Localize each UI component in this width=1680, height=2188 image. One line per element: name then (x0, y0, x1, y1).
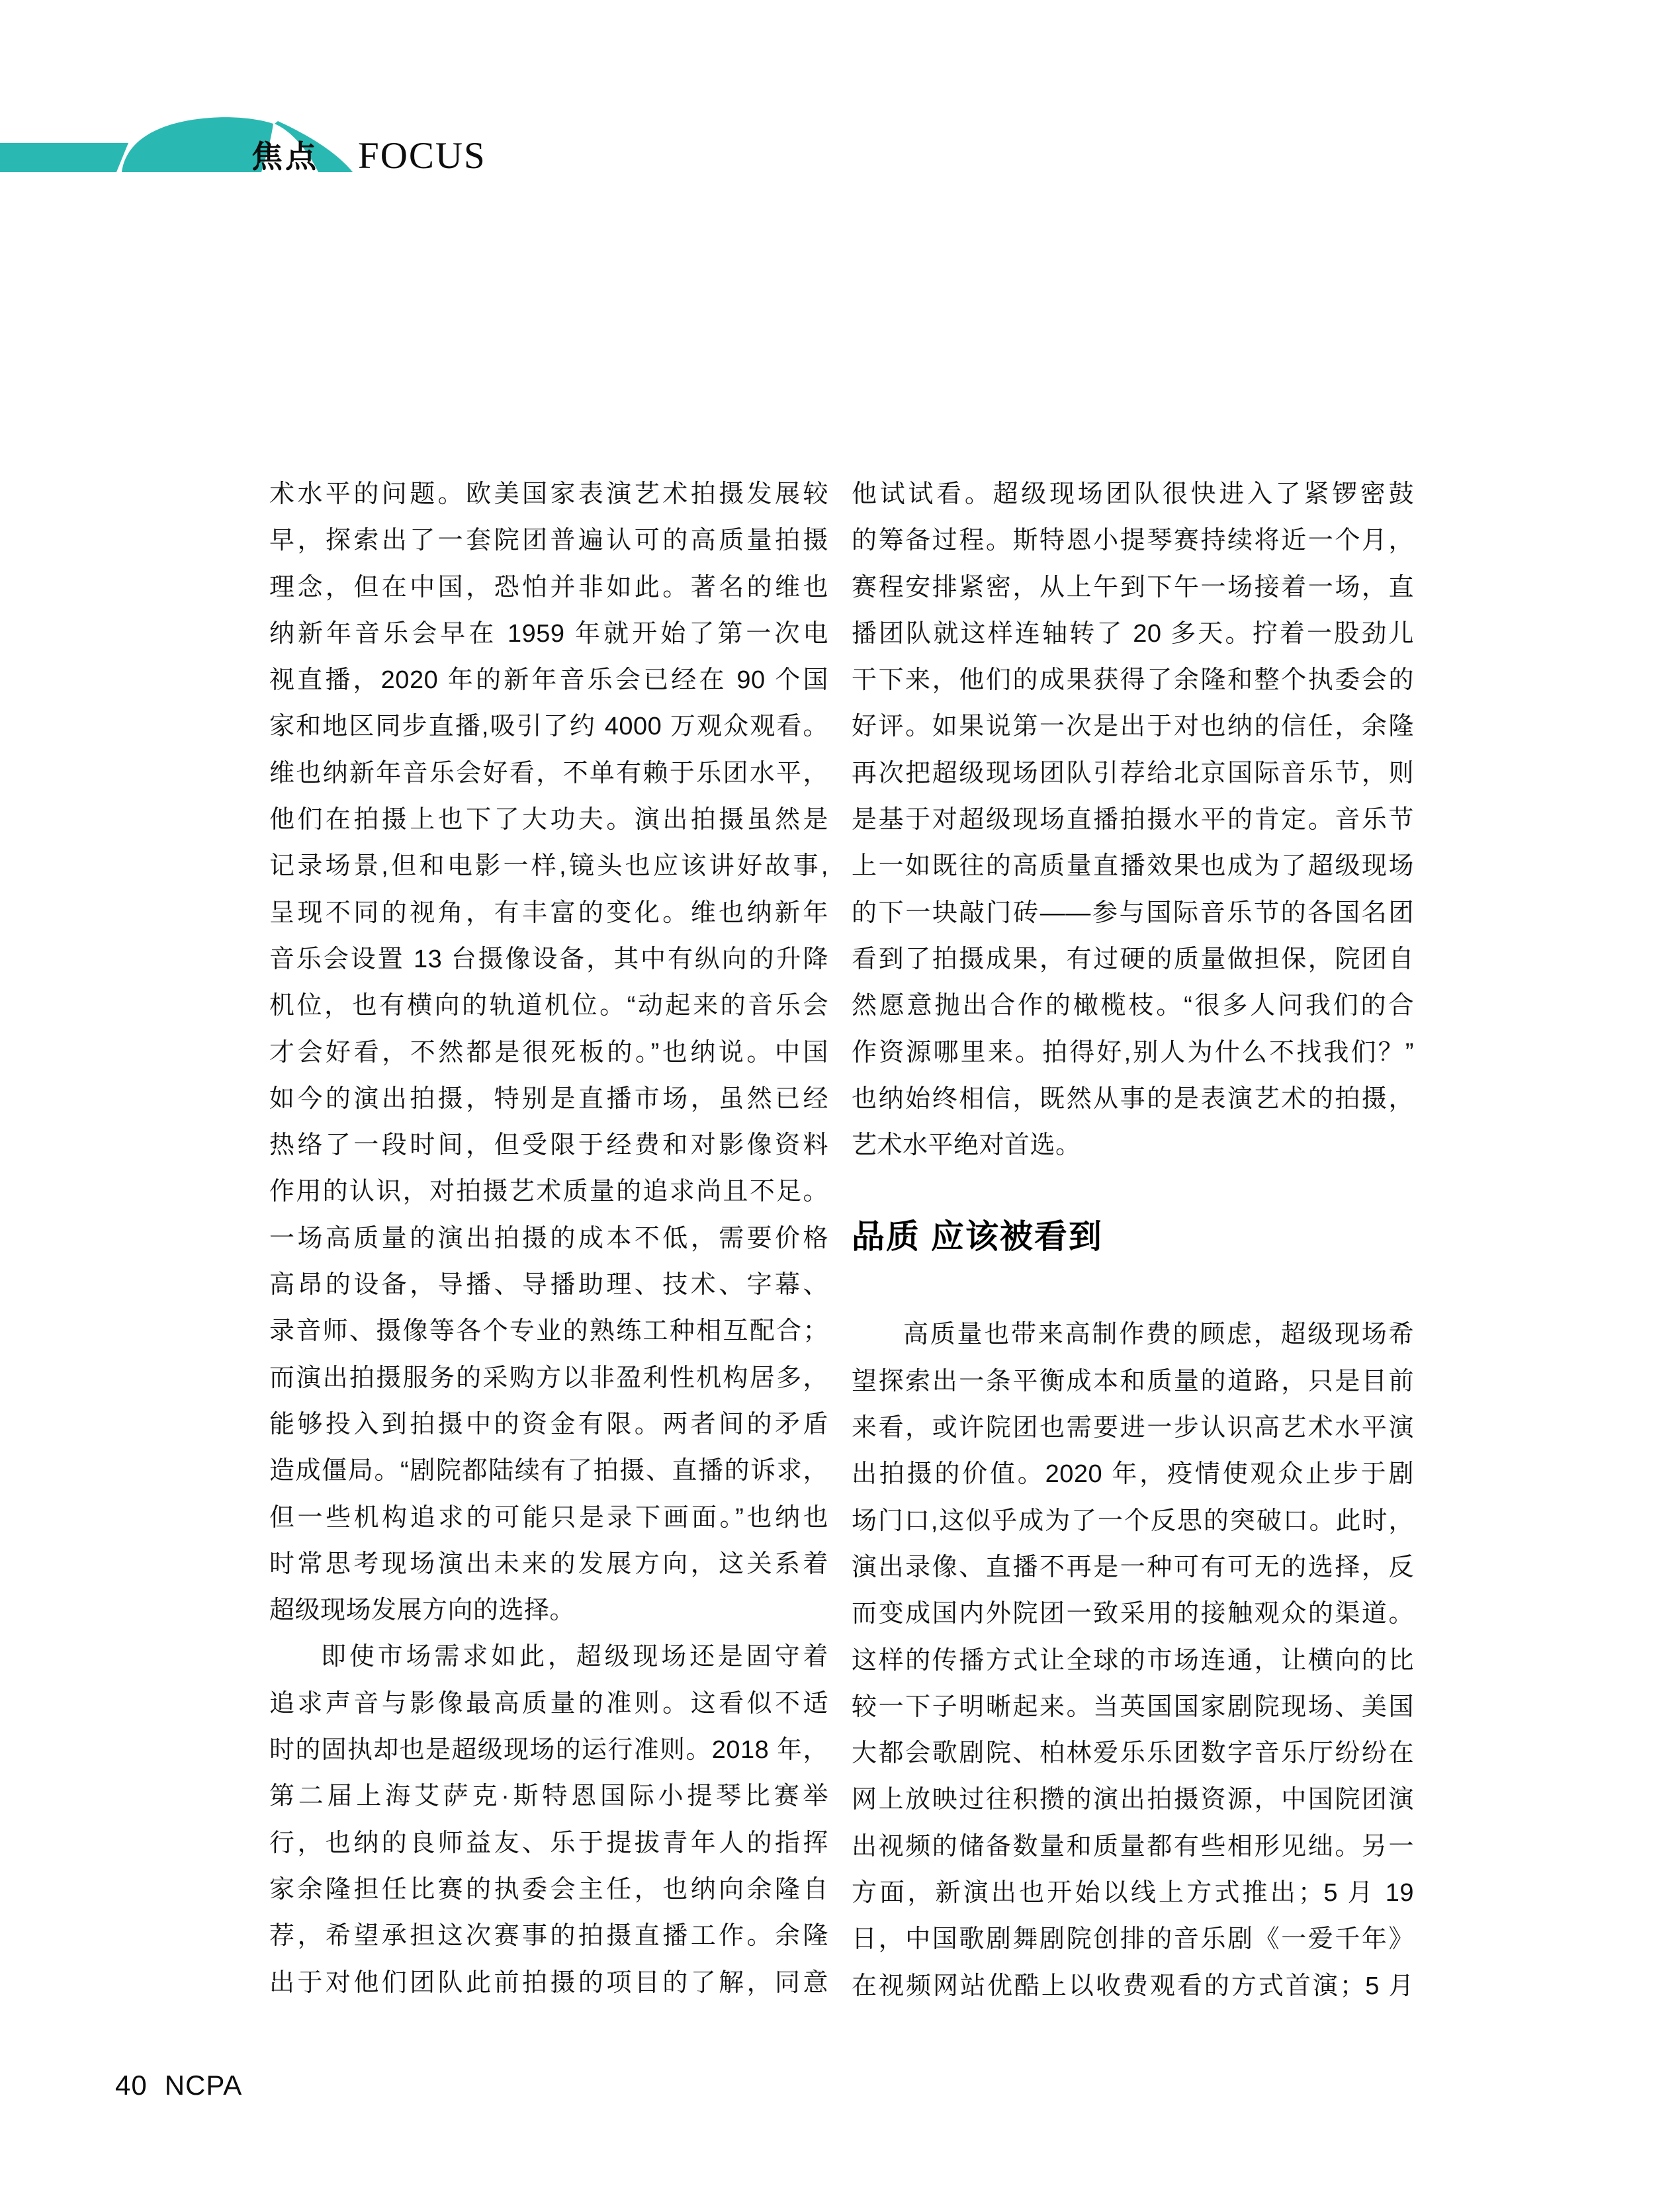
text-line: 来看，或许院团也需要进一步认识高艺术水平演 (852, 1414, 1414, 1442)
text-line: 干下来，他们的成果获得了余隆和整个执委会的 (852, 666, 1414, 695)
text-line: 上一如既往的高质量直播效果也成为了超级现场 (852, 852, 1414, 881)
text-line: 他们在拍摄上也下了大功夫。演出拍摄虽然是 (269, 806, 828, 834)
text-line: 好评。如果说第一次是出于对也纳的信任，余隆 (852, 713, 1414, 741)
text-line: 一场高质量的演出拍摄的成本不低，需要价格 (269, 1224, 828, 1252)
text-line: 而演出拍摄服务的采购方以非盈利性机构居多， (269, 1364, 828, 1392)
text-line: 艺术水平绝对首选。 (852, 1131, 1081, 1160)
text-line: 如今的演出拍摄，特别是直播市场，虽然已经 (269, 1084, 828, 1113)
text-line: 高质量也带来高制作费的顾虑，超级现场希 (903, 1321, 1414, 1349)
text-line: 场门口,这似乎成为了一个反思的突破口。此时， (852, 1507, 1414, 1535)
text-line: 音乐会设置 13 台摄像设备，其中有纵向的升降 (269, 945, 828, 973)
text-line: 是基于对超级现场直播拍摄水平的肯定。音乐节 (852, 806, 1414, 834)
text-line: 荐，希望承担这次赛事的拍摄直播工作。余隆 (269, 1922, 828, 1950)
text-line: 机位，也有横向的轨道机位。“动起来的音乐会 (269, 992, 828, 1020)
text-line: 这样的传播方式让全球的市场连通，让横向的比 (852, 1646, 1414, 1675)
text-line: 理念，但在中国，恐怕并非如此。著名的维也 (269, 573, 828, 601)
section-title-cn: 焦点 (251, 139, 319, 174)
text-line: 看到了拍摄成果，有过硬的质量做担保，院团自 (852, 945, 1414, 973)
text-line: 追求声音与影像最高质量的准则。这看似不适 (269, 1689, 828, 1718)
journal-abbr: NCPA (164, 2070, 243, 2101)
text-line: 再次把超级现场团队引荐给北京国际音乐节，则 (852, 759, 1414, 787)
text-line: 赛程安排紧密，从上午到下午一场接着一场，直 (852, 573, 1414, 601)
text-line: 行，也纳的良师益友、乐于提拔青年人的指挥 (269, 1829, 828, 1857)
text-line: 而变成国内外院团一致采用的接触观众的渠道。 (852, 1600, 1414, 1628)
page-number: 40 (115, 2070, 148, 2101)
section-subheading: 品质 应该被看到 (852, 1218, 1103, 1256)
text-line: 纳新年音乐会早在 1959 年就开始了第一次电 (269, 619, 828, 648)
page-footer (115, 2071, 242, 2100)
text-line: 作用的认识，对拍摄艺术质量的追求尚且不足。 (269, 1178, 828, 1206)
text-line: 的筹备过程。斯特恩小提琴赛持续将近一个月， (852, 527, 1414, 555)
text-line: 视直播，2020 年的新年音乐会已经在 90 个国 (269, 666, 828, 695)
text-line: 然愿意抛出合作的橄榄枝。“很多人问我们的合 (852, 992, 1414, 1020)
text-line: 演出录像、直播不再是一种可有可无的选择，反 (852, 1553, 1414, 1581)
text-line: 大都会歌剧院、柏林爱乐乐团数字音乐厅纷纷在 (852, 1739, 1414, 1768)
text-line: 超级现场发展方向的选择。 (269, 1597, 576, 1625)
text-line: 记录场景,但和电影一样,镜头也应该讲好故事, (269, 852, 828, 881)
text-line: 方面，新演出也开始以线上方式推出；5 月 19 (852, 1879, 1414, 1907)
text-line: 家和地区同步直播,吸引了约 4000 万观众观看。 (269, 713, 828, 741)
text-line: 网上放映过往积攒的演出拍摄资源，中国院团演 (852, 1786, 1414, 1814)
text-line: 的下一块敲门砖——参与国际音乐节的各国名团 (852, 898, 1414, 927)
text-line: 望探索出一条平衡成本和质量的道路，只是目前 (852, 1367, 1414, 1395)
text-line: 即使市场需求如此，超级现场还是固守着 (321, 1643, 828, 1671)
left-column (269, 471, 828, 2006)
text-line: 他试试看。超级现场团队很快进入了紧锣密鼓 (852, 480, 1414, 508)
text-line: 造成僵局。“剧院都陆续有了拍摄、直播的诉求， (269, 1457, 828, 1485)
section-title-en: FOCUS (358, 135, 486, 177)
text-line: 在视频网站优酷上以收费观看的方式首演；5 月 (852, 1972, 1414, 2000)
text-line: 较一下子明晰起来。当英国国家剧院现场、美国 (852, 1692, 1414, 1721)
text-line: 才会好看，不然都是很死板的。”也纳说。中国 (269, 1038, 828, 1067)
text-line: 出视频的储备数量和质量都有些相形见绌。另一 (852, 1832, 1414, 1860)
logo-dome-shape (122, 117, 273, 172)
text-line: 高昂的设备，导播、导播助理、技术、字幕、 (269, 1271, 828, 1299)
text-line: 播团队就这样连轴转了 20 多天。拧着一股劲儿 (852, 619, 1414, 648)
text-line: 术水平的问题。欧美国家表演艺术拍摄发展较 (269, 480, 828, 508)
text-line: 第二届上海艾萨克·斯特恩国际小提琴比赛举 (269, 1782, 828, 1811)
text-line: 时常思考现场演出未来的发展方向，这关系着 (269, 1550, 828, 1578)
text-line: 家余隆担任比赛的执委会主任，也纳向余隆自 (269, 1875, 828, 1904)
right-column (852, 471, 1414, 2009)
text-line: 录音师、摄像等各个专业的熟练工种相互配合； (269, 1317, 828, 1346)
text-line: 能够投入到拍摄中的资金有限。两者间的矛盾 (269, 1410, 828, 1438)
text-line: 日，中国歌剧舞剧院创排的音乐剧《一爱千年》 (852, 1925, 1414, 1954)
text-line: 但一些机构追求的可能只是录下画面。”也纳也 (269, 1503, 828, 1532)
text-line: 作资源哪里来。拍得好,别人为什么不找我们？” (852, 1038, 1414, 1067)
text-line: 热络了一段时间，但受限于经费和对影像资料 (269, 1131, 828, 1160)
text-line: 呈现不同的视角，有丰富的变化。维也纳新年 (269, 898, 828, 927)
text-line: 出于对他们团队此前拍摄的项目的了解，同意 (269, 1968, 828, 1997)
text-line: 出拍摄的价值。2020 年，疫情使观众止步于剧 (852, 1460, 1414, 1489)
logo-bar-shape (0, 143, 128, 172)
text-line: 时的固执却也是超级现场的运行准则。2018 年， (269, 1736, 828, 1765)
text-line: 早，探索出了一套院团普遍认可的高质量拍摄 (269, 527, 828, 555)
text-line: 也纳始终相信，既然从事的是表演艺术的拍摄， (852, 1084, 1414, 1113)
text-line: 维也纳新年音乐会好看，不单有赖于乐团水平， (269, 759, 828, 787)
